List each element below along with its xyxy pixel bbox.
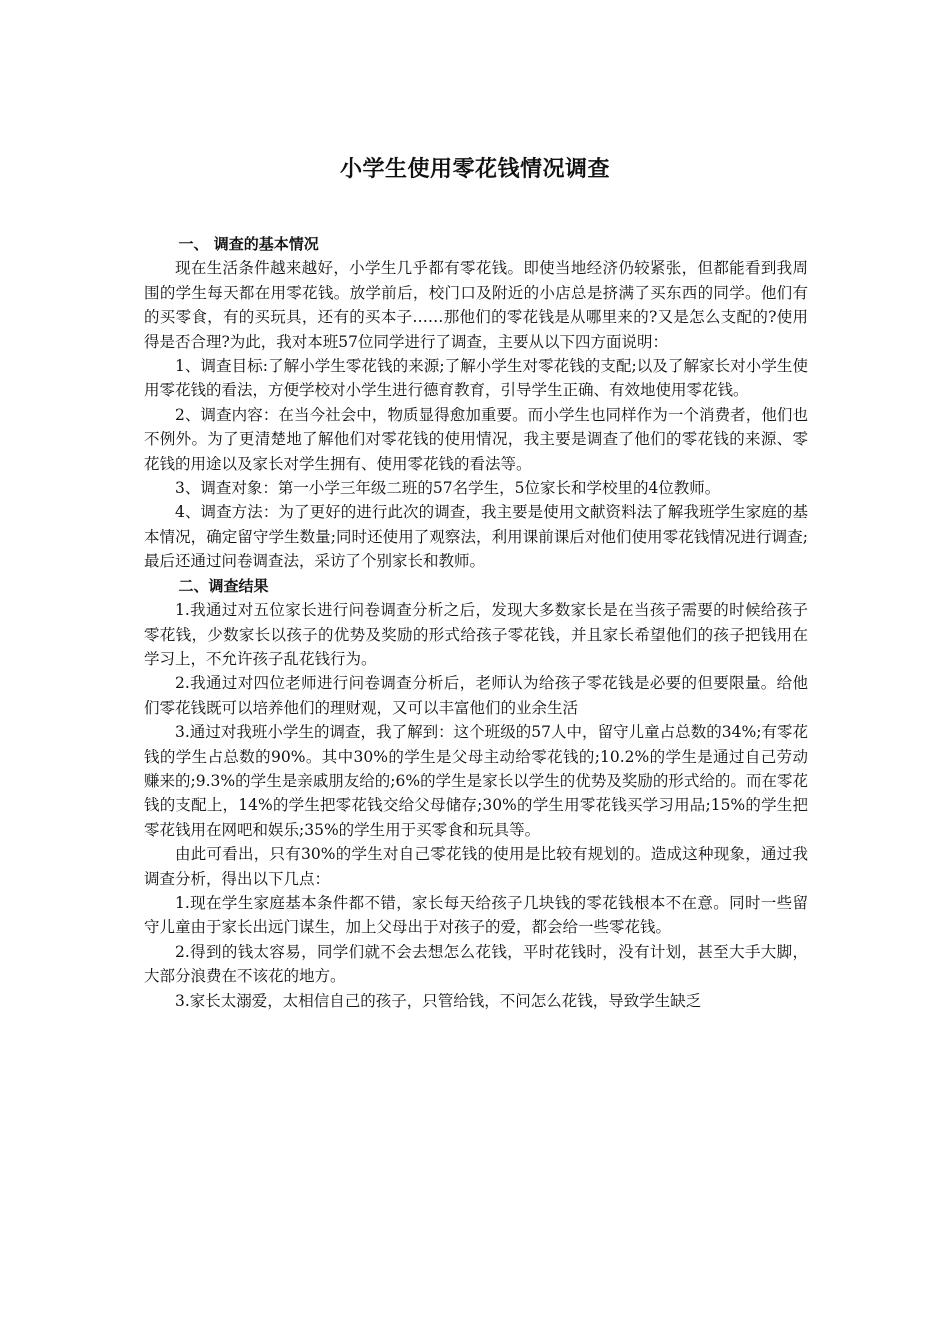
section-heading-1: 一、 调查的基本情况 <box>178 235 319 253</box>
paragraph-reason-3: 3.家长太溺爱，太相信自己的孩子，只管给钱，不问怎么花钱，导致学生缺乏 <box>175 991 702 1010</box>
paragraph-intro: 现在生活条件越来越好，小学生几乎都有零花钱。即使当地经济仍较紧张，但都能看到我周围的学生每天都在用零花钱。放学前后，校门口及附近的小店总是挤满了买东西的同学。他们有的买零食，有的买玩具，还有的买本子……那他们的零花钱是从哪里来的?又是怎么支配的?使用得是否合理?为此，我对本班57位同学进行了调查，主要从以下四方面说明： <box>144 259 808 351</box>
paragraph-result-3: 3.通过对我班小学生的调查，我了解到：这个班级的57人中，留守儿童占总数的34%;有零花钱的学生占总数的90%。其中30%的学生是父母主动给零花钱的;10.2%的学生是通过自己劳动赚来的;9.3%的学生是亲戚朋友给的;6%的学生是家长以学生的优势及奖励的形式给的。而在零花钱的支配上，14%的学生把零花钱交给父母储存;30%的学生用零花钱买学习用品;15%的学生把零花钱用在网吧和娱乐;35%的学生用于买零食和玩具等。 <box>144 723 808 839</box>
paragraph-analysis: 由此可看出，只有30%的学生对自己零花钱的使用是比较有规划的。造成这种现象，通过我调查分析，得出以下几点： <box>144 845 808 888</box>
paragraph-goal: 1、调查目标:了解小学生零花钱的来源;了解小学生对零花钱的支配;以及了解家长对小学生使用零花钱的看法，方便学校对小学生进行德育教育，引导学生正确、有效地使用零花钱。 <box>144 357 808 400</box>
paragraph-content: 2、调查内容：在当今社会中，物质显得愈加重要。而小学生也同样作为一个消费者，他们也不例外。为了更清楚地了解他们对零花钱的使用情况，我主要是调查了他们的零花钱的来源、零花钱的用途以及家长对学生拥有、使用零花钱的看法等。 <box>144 405 808 473</box>
paragraph-result-1: 1.我通过对五位家长进行问卷调查分析之后，发现大多数家长是在当孩子需要的时候给孩子零花钱，少数家长以孩子的优势及奖励的形式给孩子零花钱，并且家长希望他们的孩子把钱用在学习上，不允许孩子乱花钱行为。 <box>144 601 808 668</box>
paragraph-reason-2: 2.得到的钱太容易，同学们就不会去想怎么花钱，平时花钱时，没有计划，甚至大手大脚，大部分浪费在不该花的地方。 <box>144 942 808 986</box>
document-body <box>144 232 808 1013</box>
document-title: 小学生使用零花钱情况调查 <box>339 157 610 182</box>
paragraph-reason-1: 1.现在学生家庭基本条件都不错，家长每天给孩子几块钱的零花钱根本不在意。同时一些留守儿童由于家长出远门谋生，加上父母出于对孩子的爱，都会给一些零花钱。 <box>144 893 808 937</box>
paragraph-result-2: 2.我通过对四位老师进行问卷调查分析后，老师认为给孩子零花钱是必要的但要限量。给他们零花钱既可以培养他们的理财观，又可以丰富他们的业余生活 <box>144 674 808 717</box>
paragraph-subjects: 3、调查对象：第一小学三年级二班的57名学生，5位家长和学校里的4位教师。 <box>175 479 721 498</box>
section-heading-2: 二、调查结果 <box>178 576 269 595</box>
paragraph-method: 4、调查方法：为了更好的进行此次的调查，我主要是使用文献资料法了解我班学生家庭的基本情况，确定留守学生数量;同时还使用了观察法，利用课前课后对他们使用零花钱情况进行调查;最后还通过问卷调查法，采访了个别家长和教师。 <box>144 503 808 571</box>
